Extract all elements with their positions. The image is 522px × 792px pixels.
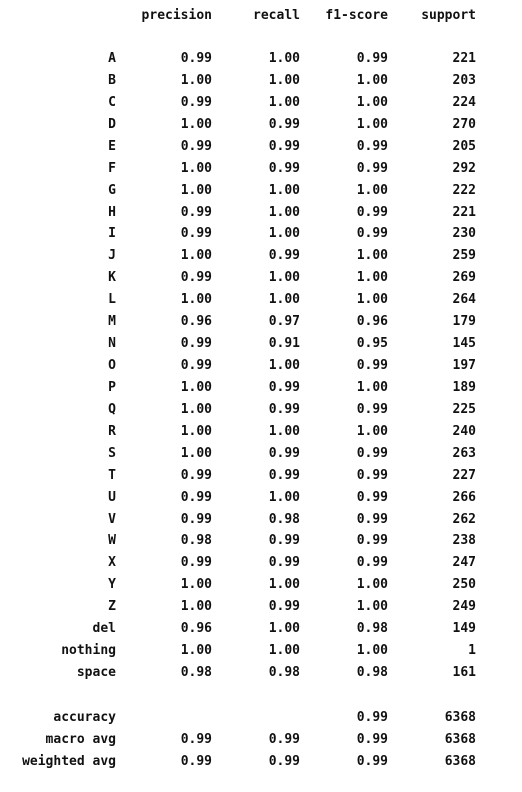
precision-value: 0.99 bbox=[180, 467, 212, 483]
recall-value: 1.00 bbox=[268, 72, 300, 88]
f1-score-value: 0.99 bbox=[356, 226, 388, 242]
row-label: W bbox=[108, 533, 116, 549]
support-value: 224 bbox=[452, 94, 476, 110]
recall-value: 0.98 bbox=[268, 511, 300, 527]
recall-value: 0.99 bbox=[268, 599, 300, 615]
precision-value: 0.99 bbox=[180, 270, 212, 286]
precision-value: 1.00 bbox=[180, 379, 212, 395]
table-row bbox=[0, 289, 522, 311]
support-value: 270 bbox=[452, 116, 476, 132]
f1-score-value: 0.96 bbox=[356, 314, 388, 330]
support-value: 205 bbox=[452, 138, 476, 154]
precision-value: 0.99 bbox=[180, 358, 212, 374]
support-value: 262 bbox=[452, 511, 476, 527]
f1-score-value: 0.99 bbox=[356, 511, 388, 527]
row-label: H bbox=[108, 204, 116, 220]
recall-value: 1.00 bbox=[268, 292, 300, 308]
support-value: 269 bbox=[452, 270, 476, 286]
table-row bbox=[0, 377, 522, 399]
f1-score-value: 1.00 bbox=[356, 599, 388, 615]
row-label: P bbox=[108, 379, 116, 395]
table-row bbox=[0, 530, 522, 552]
row-label: K bbox=[108, 270, 116, 286]
row-label: space bbox=[76, 665, 116, 681]
row-label: B bbox=[108, 72, 116, 88]
f1-score-value: 0.99 bbox=[356, 401, 388, 417]
support-value: 6368 bbox=[444, 754, 476, 769]
row-label: macro avg bbox=[45, 732, 116, 747]
precision-value: 0.99 bbox=[180, 489, 212, 505]
table-row bbox=[0, 202, 522, 224]
table-row bbox=[0, 509, 522, 531]
support-value: 161 bbox=[452, 665, 476, 681]
precision-value: 0.99 bbox=[180, 226, 212, 242]
recall-value: 0.91 bbox=[268, 336, 300, 352]
table-row bbox=[0, 421, 522, 443]
f1-score-value: 1.00 bbox=[356, 116, 388, 132]
support-value: 247 bbox=[452, 555, 476, 571]
row-label: C bbox=[108, 94, 116, 110]
precision-value: 1.00 bbox=[180, 160, 212, 176]
support-value: 221 bbox=[452, 204, 476, 220]
row-label: I bbox=[108, 226, 116, 242]
header-row bbox=[0, 5, 522, 27]
f1-score-value: 0.98 bbox=[356, 665, 388, 681]
header-precision: precision bbox=[141, 8, 212, 23]
table-row bbox=[0, 114, 522, 136]
support-value: 292 bbox=[452, 160, 476, 176]
support-value: 238 bbox=[452, 533, 476, 549]
recall-value: 1.00 bbox=[268, 489, 300, 505]
precision-value: 1.00 bbox=[180, 445, 212, 461]
row-label: R bbox=[108, 423, 116, 439]
precision-value: 1.00 bbox=[180, 72, 212, 88]
recall-value: 0.99 bbox=[268, 248, 300, 264]
row-label: del bbox=[92, 621, 116, 637]
table-row bbox=[0, 333, 522, 355]
support-value: 263 bbox=[452, 445, 476, 461]
table-row bbox=[0, 48, 522, 70]
support-value: 259 bbox=[452, 248, 476, 264]
f1-score-value: 1.00 bbox=[356, 248, 388, 264]
precision-value: 0.96 bbox=[180, 621, 212, 637]
recall-value: 1.00 bbox=[268, 643, 300, 659]
row-label: G bbox=[108, 182, 116, 198]
recall-value: 1.00 bbox=[268, 423, 300, 439]
table-row bbox=[0, 223, 522, 245]
recall-value: 1.00 bbox=[268, 621, 300, 637]
precision-value: 0.99 bbox=[180, 51, 212, 66]
row-label: U bbox=[108, 489, 116, 505]
precision-value: 0.99 bbox=[180, 754, 212, 769]
table-row bbox=[0, 267, 522, 289]
recall-value: 1.00 bbox=[268, 577, 300, 593]
table-row bbox=[0, 596, 522, 618]
f1-score-value: 1.00 bbox=[356, 94, 388, 110]
support-value: 225 bbox=[452, 401, 476, 417]
header-recall: recall bbox=[253, 8, 300, 23]
header-support: support bbox=[421, 8, 476, 23]
recall-value: 0.99 bbox=[268, 754, 300, 769]
recall-value: 0.99 bbox=[268, 138, 300, 154]
table-row bbox=[0, 180, 522, 202]
support-value: 266 bbox=[452, 489, 476, 505]
f1-score-value: 0.99 bbox=[356, 204, 388, 220]
table-row bbox=[0, 311, 522, 333]
f1-score-value: 0.99 bbox=[356, 467, 388, 483]
recall-value: 0.99 bbox=[268, 379, 300, 395]
table-row bbox=[0, 640, 522, 662]
f1-score-value: 0.99 bbox=[356, 51, 388, 66]
support-value: 230 bbox=[452, 226, 476, 242]
row-label: weighted avg bbox=[22, 754, 116, 769]
row-label: D bbox=[108, 116, 116, 132]
support-value: 197 bbox=[452, 358, 476, 374]
f1-score-value: 0.99 bbox=[356, 533, 388, 549]
f1-score-value: 1.00 bbox=[356, 182, 388, 198]
recall-value: 1.00 bbox=[268, 226, 300, 242]
support-value: 189 bbox=[452, 379, 476, 395]
table-row bbox=[0, 245, 522, 267]
header-f1-score: f1-score bbox=[325, 8, 388, 23]
precision-value: 1.00 bbox=[180, 116, 212, 132]
recall-value: 0.98 bbox=[268, 665, 300, 681]
recall-value: 1.00 bbox=[268, 270, 300, 286]
table-row bbox=[0, 158, 522, 180]
f1-score-value: 0.99 bbox=[356, 358, 388, 374]
summary-row bbox=[0, 707, 522, 729]
precision-value: 1.00 bbox=[180, 248, 212, 264]
support-value: 222 bbox=[452, 182, 476, 198]
support-value: 250 bbox=[452, 577, 476, 593]
precision-value: 1.00 bbox=[180, 643, 212, 659]
support-value: 264 bbox=[452, 292, 476, 308]
f1-score-value: 1.00 bbox=[356, 643, 388, 659]
f1-score-value: 0.98 bbox=[356, 621, 388, 637]
table-row bbox=[0, 443, 522, 465]
support-value: 6368 bbox=[444, 710, 476, 725]
row-label: O bbox=[108, 358, 116, 374]
table-row bbox=[0, 552, 522, 574]
f1-score-value: 1.00 bbox=[356, 72, 388, 88]
support-value: 221 bbox=[452, 51, 476, 66]
f1-score-value: 0.99 bbox=[356, 710, 388, 725]
table-row bbox=[0, 487, 522, 509]
recall-value: 0.99 bbox=[268, 732, 300, 747]
row-label: Z bbox=[108, 599, 116, 615]
support-value: 203 bbox=[452, 72, 476, 88]
precision-value: 1.00 bbox=[180, 401, 212, 417]
table-row bbox=[0, 399, 522, 421]
f1-score-value: 0.99 bbox=[356, 138, 388, 154]
f1-score-value: 0.95 bbox=[356, 336, 388, 352]
row-label: N bbox=[108, 336, 116, 352]
support-value: 227 bbox=[452, 467, 476, 483]
row-label: M bbox=[108, 314, 116, 330]
f1-score-value: 1.00 bbox=[356, 423, 388, 439]
recall-value: 0.99 bbox=[268, 401, 300, 417]
precision-value: 0.96 bbox=[180, 314, 212, 330]
f1-score-value: 0.99 bbox=[356, 754, 388, 769]
recall-value: 0.99 bbox=[268, 533, 300, 549]
table-row bbox=[0, 465, 522, 487]
precision-value: 0.99 bbox=[180, 94, 212, 110]
support-value: 249 bbox=[452, 599, 476, 615]
row-label: Q bbox=[108, 401, 116, 417]
f1-score-value: 0.99 bbox=[356, 445, 388, 461]
precision-value: 1.00 bbox=[180, 182, 212, 198]
recall-value: 0.99 bbox=[268, 116, 300, 132]
f1-score-value: 0.99 bbox=[356, 732, 388, 747]
f1-score-value: 0.99 bbox=[356, 160, 388, 176]
summary-row bbox=[0, 729, 522, 751]
row-label: X bbox=[108, 555, 116, 571]
support-value: 1 bbox=[468, 643, 476, 659]
precision-value: 0.98 bbox=[180, 533, 212, 549]
table-row bbox=[0, 355, 522, 377]
precision-value: 1.00 bbox=[180, 423, 212, 439]
table-row bbox=[0, 618, 522, 640]
precision-value: 0.99 bbox=[180, 336, 212, 352]
recall-value: 1.00 bbox=[268, 358, 300, 374]
row-label: accuracy bbox=[53, 710, 116, 725]
precision-value: 0.99 bbox=[180, 511, 212, 527]
precision-value: 1.00 bbox=[180, 577, 212, 593]
support-value: 149 bbox=[452, 621, 476, 637]
f1-score-value: 1.00 bbox=[356, 270, 388, 286]
row-label: F bbox=[108, 160, 116, 176]
f1-score-value: 0.99 bbox=[356, 555, 388, 571]
recall-value: 1.00 bbox=[268, 204, 300, 220]
precision-value: 0.99 bbox=[180, 555, 212, 571]
precision-value: 1.00 bbox=[180, 292, 212, 308]
recall-value: 0.99 bbox=[268, 160, 300, 176]
recall-value: 1.00 bbox=[268, 94, 300, 110]
precision-value: 0.99 bbox=[180, 204, 212, 220]
table-row bbox=[0, 662, 522, 684]
recall-value: 0.99 bbox=[268, 555, 300, 571]
support-value: 240 bbox=[452, 423, 476, 439]
table-row bbox=[0, 70, 522, 92]
row-label: V bbox=[108, 511, 116, 527]
row-label: L bbox=[108, 292, 116, 308]
table-row bbox=[0, 136, 522, 158]
support-value: 6368 bbox=[444, 732, 476, 747]
row-label: T bbox=[108, 467, 116, 483]
table-row bbox=[0, 574, 522, 596]
row-label: S bbox=[108, 445, 116, 461]
row-label: E bbox=[108, 138, 116, 154]
recall-value: 0.99 bbox=[268, 467, 300, 483]
table-row bbox=[0, 92, 522, 114]
support-value: 179 bbox=[452, 314, 476, 330]
recall-value: 1.00 bbox=[268, 51, 300, 66]
row-label: A bbox=[108, 51, 116, 66]
f1-score-value: 1.00 bbox=[356, 292, 388, 308]
row-label: nothing bbox=[61, 643, 116, 659]
precision-value: 0.98 bbox=[180, 665, 212, 681]
f1-score-value: 1.00 bbox=[356, 577, 388, 593]
summary-row bbox=[0, 751, 522, 773]
support-value: 145 bbox=[452, 336, 476, 352]
recall-value: 0.99 bbox=[268, 445, 300, 461]
f1-score-value: 0.99 bbox=[356, 489, 388, 505]
precision-value: 0.99 bbox=[180, 138, 212, 154]
row-label: Y bbox=[108, 577, 116, 593]
precision-value: 1.00 bbox=[180, 599, 212, 615]
row-label: J bbox=[108, 248, 116, 264]
recall-value: 0.97 bbox=[268, 314, 300, 330]
precision-value: 0.99 bbox=[180, 732, 212, 747]
f1-score-value: 1.00 bbox=[356, 379, 388, 395]
recall-value: 1.00 bbox=[268, 182, 300, 198]
